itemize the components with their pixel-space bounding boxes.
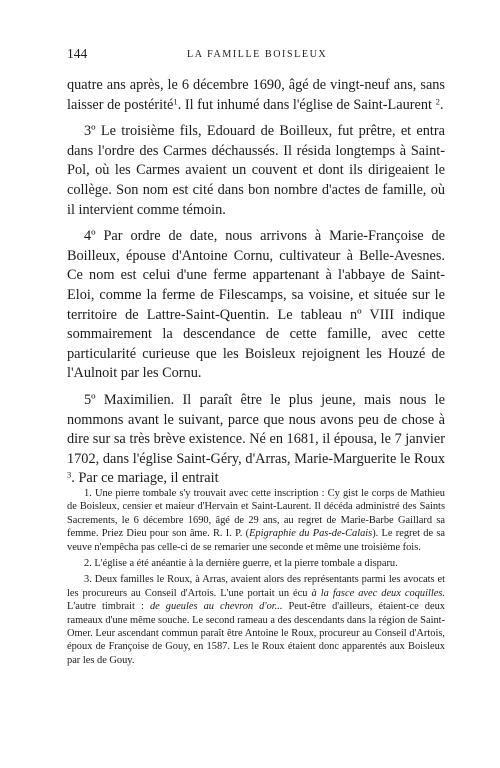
page-number: 144 <box>67 46 88 61</box>
paragraph-maximilien: 5º Maximilien. Il paraît être le plus jeune, mais nous le nommons avant le suivant, parce que nous avons peu de chose à dire sur sa très brève existence. Né en 1681, il épousa, le 7 janvier 1702, dans l'église Saint-Géry, d'Arras, Marie-Marguerite le Roux $^3$. Par ce mariage, il entrait <box>67 391 445 487</box>
footnote-1: 1. Une pierre tombale s'y trouvait avec cette inscription : Cy gist le corps de Mathieu de Boisleux, censier et maieur d'Hervain et Saint-Laurent. Il décéda administré des Saints Sacrements, le 6 décembre 1690, âgé de 29 ans, au regret de Marie-Barbe Gaillard sa femme. Priez Dieu pour son âme. R. I. P. (Epigraphie du Pas-de-Calais). Le regret de sa veuve n'empêcha pas celle-ci de se remarier une seconde et même une troisième fois. <box>67 488 445 553</box>
paragraph-edouard: 3º Le troisième fils, Edouard de Boilleux, fut prêtre, et entra dans l'ordre des Carmes déchaussés. Il résida longtemps à Saint-Pol, où les Carmes avaient un couvent et dont ils dirigeaient le collège. Son nom est cité dans bon nombre d'actes de famille, où il intervient comme témoin. <box>67 123 445 218</box>
footnote-ref-2: 2 <box>435 96 440 107</box>
footnotes <box>67 487 445 670</box>
footnote-ref-1: 1 <box>173 96 178 107</box>
page-header <box>67 46 445 62</box>
paragraph-marie-francoise: 4º Par ordre de date, nous arrivons à Marie-Françoise de Boilleux, épouse d'Antoine Cornu, cultivateur à Belle-Avesnes. Ce nom est celui d'une ferme appartenant à l'abbaye de Saint-Eloi, comme la ferme de Filescamps, sa voisine, et située sur le territoire de Lattre-Saint-Quentin. Le tableau nº VIII indique sommairement la descendance de cette famille, avec cette particularité curieuse que les Boisleux rejoignent les Houzé de l'Aulnoit par les Cornu. <box>67 228 445 382</box>
body-text <box>67 76 445 489</box>
paragraph-continuation: quatre ans après, le 6 décembre 1690, âgé de vingt-neuf ans, sans laisser de postérité$^1$. Il fut inhumé dans l'église de Saint-Laurent $^2$. <box>67 77 445 113</box>
footnote-3: 3. Deux familles le Roux, à Arras, avaient alors des représentants parmi les avocats et les procureurs au Conseil d'Artois. L'une portait un écu à la fasce avec deux coquilles. L'autre timbrait : de gueules au chevron d'or... Peut-être d'ailleurs, étaient-ce deux rameaux d'une même souche. Le second rameau a des descendants dans la région de Saint-Omer. Leur ascendant commun paraît être Antoine le Roux, procureur au Conseil d'Artois, époux de Françoise de Gouy, en 1587. Les le Roux étaient donc apparentés aux Boisleux par les de Gouy. <box>67 574 446 666</box>
running-head: LA FAMILLE BOISLEUX <box>187 49 328 60</box>
footnote-ref-3: 3 <box>67 470 72 480</box>
footnote-2: 2. L'église a été anéantie à la dernière guerre, et la pierre tombale a disparu. <box>84 558 398 570</box>
